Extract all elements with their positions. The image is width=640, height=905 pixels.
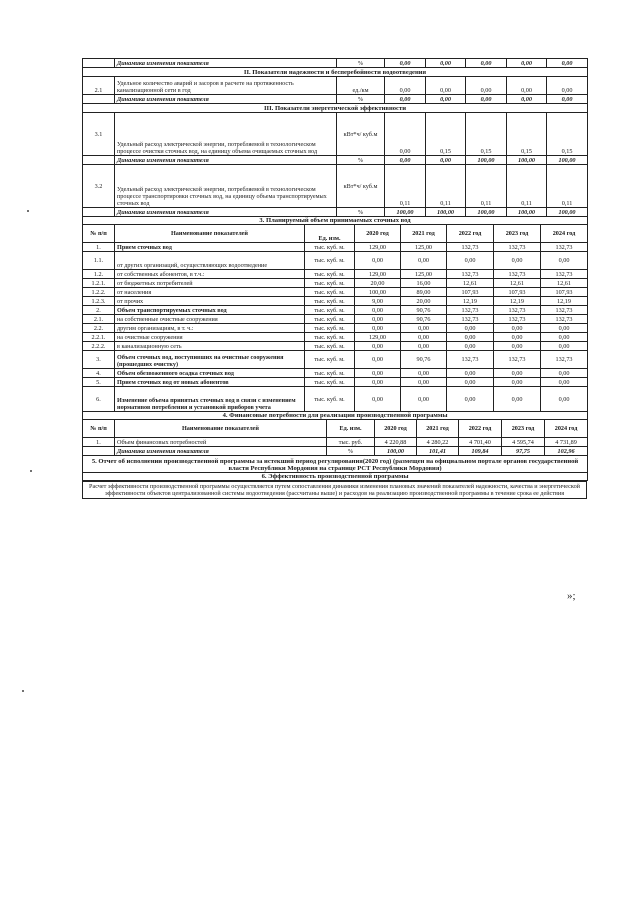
- row-number: 1.2.1.: [83, 279, 115, 288]
- table-row: [83, 279, 588, 288]
- row-number: 1.1.: [83, 252, 115, 270]
- row-value: 132,73: [447, 270, 494, 279]
- indicators-table: [82, 58, 588, 217]
- section-heading: 4. Финансовые потребности для реализации производственной программы: [83, 412, 588, 420]
- section-heading: 6. Эффективность производственной программы: [83, 473, 588, 481]
- row-value: 0,00: [401, 333, 447, 342]
- row-label: на собственные очистные сооружения: [115, 315, 305, 324]
- table-row: [83, 342, 588, 351]
- row-value: 0,00: [355, 342, 401, 351]
- dynamics-row: Динамика изменения показателя % 100,00 101,41 109,84 97,75 102,96: [83, 447, 588, 456]
- row-value: 0,00: [541, 378, 588, 387]
- row-value: 9,00: [355, 297, 401, 306]
- row-unit: тыс. куб. м.: [305, 279, 355, 288]
- table-row: 3.1 Удельный расход электрической энергии, потребляемой в технологическом процессе очистки сточных вод, на единицу объема очищаемых сточных вод кВт*ч/ куб.м 0,00 0,15 0,15 0,15 0,15: [83, 113, 588, 156]
- row-value: 129,00: [355, 243, 401, 252]
- row-value: 0,00: [355, 315, 401, 324]
- row-value: 89,00: [401, 288, 447, 297]
- row-label: Прием сточных вод: [115, 243, 305, 252]
- row-number: 5.: [83, 378, 115, 387]
- row-value: 132,73: [541, 243, 588, 252]
- row-value: 0,00: [447, 324, 494, 333]
- table-row: [83, 324, 588, 333]
- row-value: 0,00: [355, 351, 401, 369]
- row-value: 0,00: [447, 369, 494, 378]
- row-label: другим организациям, в т. ч.:: [115, 324, 305, 333]
- row-value: 129,00: [355, 333, 401, 342]
- row-unit: тыс. куб. м.: [305, 288, 355, 297]
- table-row: [83, 333, 588, 342]
- row-number: 4.: [83, 369, 115, 378]
- table-row: [83, 288, 588, 297]
- row-value: 0,00: [494, 324, 541, 333]
- row-value: 132,73: [447, 315, 494, 324]
- row-value: 0,00: [494, 342, 541, 351]
- row-value: 0,00: [494, 252, 541, 270]
- row-value: 0,00: [447, 333, 494, 342]
- row-value: 125,00: [401, 270, 447, 279]
- row-value: 107,93: [541, 288, 588, 297]
- row-value: 129,00: [355, 270, 401, 279]
- table-header: № п/п Наименование показателей Ед. изм. 2020 год 2021 год 2022 год 2023 год 2024 год: [83, 225, 588, 243]
- row-value: 0,00: [541, 369, 588, 378]
- row-value: 132,73: [494, 351, 541, 369]
- row-label: Объем транспортируемых сточных вод: [115, 306, 305, 315]
- row-unit: тыс. куб. м.: [305, 324, 355, 333]
- row-number: 3.: [83, 351, 115, 369]
- table-row: 1. Объем финансовых потребностей тыс. руб. 4 220,88 4 280,22 4 701,40 4 595,74 4 731,89: [83, 438, 588, 447]
- row-number: 2.1.: [83, 315, 115, 324]
- row-number: 1.2.3.: [83, 297, 115, 306]
- row-label: Изменение объема принятых сточных вод в связи с изменением нормативов потребления и установкой приборов учета: [115, 387, 305, 412]
- document-sheet: [82, 58, 587, 499]
- row-number: 2.2.1.: [83, 333, 115, 342]
- row-value: 132,73: [541, 270, 588, 279]
- row-label: от прочих: [115, 297, 305, 306]
- table-row: [83, 369, 588, 378]
- table-row: [83, 270, 588, 279]
- row-value: 132,73: [447, 306, 494, 315]
- row-unit: тыс. куб. м.: [305, 252, 355, 270]
- table-row: [83, 297, 588, 306]
- row-value: 0,00: [541, 342, 588, 351]
- scan-speck: [30, 470, 32, 472]
- row-value: 0,00: [494, 387, 541, 412]
- row-unit: тыс. куб. м.: [305, 297, 355, 306]
- table-row: 2.1 Удельное количество аварий и засоров в расчете на протяженность канализационной сети в год ед./км 0,00 0,00 0,00 0,00 0,00: [83, 77, 588, 95]
- row-value: 132,73: [541, 306, 588, 315]
- efficiency-text: Расчет эффективности производственной программы осуществляется путем сопоставления динамики изменения плановых значений показателей надежности, качества и энергетической эффективности объектов централизованной системы водоотведения (рассчитаны выше) и расходов на реализацию производственной программы в течение срока ее действия: [82, 481, 587, 499]
- row-value: 0,00: [541, 333, 588, 342]
- row-number: 2.2.2.: [83, 342, 115, 351]
- row-unit: тыс. куб. м.: [305, 378, 355, 387]
- row-value: 20,00: [355, 279, 401, 288]
- row-label: Объем обезвоженного осадка сточных вод: [115, 369, 305, 378]
- table-row: [83, 243, 588, 252]
- row-value: 12,61: [541, 279, 588, 288]
- row-value: 20,00: [401, 297, 447, 306]
- table-header: № п/п Наименование показателей Ед. изм. 2020 год 2021 год 2022 год 2023 год 2024 год: [83, 420, 588, 438]
- row-value: 0,00: [494, 378, 541, 387]
- section-heading: II. Показатели надежности и бесперебойности водоотведения: [83, 68, 588, 77]
- row-value: 100,00: [355, 288, 401, 297]
- row-label: Прием сточных вод от новых абонентов: [115, 378, 305, 387]
- row-unit: тыс. куб. м.: [305, 333, 355, 342]
- finance-table: [82, 411, 588, 481]
- row-label: от населения: [115, 288, 305, 297]
- row-value: 132,73: [494, 306, 541, 315]
- row-value: 12,19: [447, 297, 494, 306]
- row-number: 1.2.2.: [83, 288, 115, 297]
- row-value: 12,19: [494, 297, 541, 306]
- row-value: 132,73: [494, 270, 541, 279]
- row-value: 132,73: [494, 315, 541, 324]
- row-value: 0,00: [541, 324, 588, 333]
- row-value: 0,00: [494, 333, 541, 342]
- table-row: [83, 378, 588, 387]
- dynamics-row: Динамика изменения показателя % 0,00 0,00 0,00 0,00 0,00: [83, 59, 588, 68]
- row-value: 16,00: [401, 279, 447, 288]
- row-label: на очистные сооружения: [115, 333, 305, 342]
- row-label: от собственных абонентов, в т.ч.:: [115, 270, 305, 279]
- row-unit: тыс. куб. м.: [305, 342, 355, 351]
- row-label: Объем сточных вод, поступивших на очистные сооружения (прошедших очистку): [115, 351, 305, 369]
- row-value: 0,00: [401, 252, 447, 270]
- dynamics-row: Динамика изменения показателя % 0,00 0,00 100,00 100,00 100,00: [83, 156, 588, 165]
- row-value: 90,76: [401, 306, 447, 315]
- row-number: 1.2.: [83, 270, 115, 279]
- scan-speck: [22, 690, 24, 692]
- row-value: 12,19: [541, 297, 588, 306]
- row-value: 0,00: [541, 387, 588, 412]
- row-unit: тыс. куб. м.: [305, 243, 355, 252]
- table-row: [83, 351, 588, 369]
- row-value: 0,00: [447, 378, 494, 387]
- table-row: [83, 387, 588, 412]
- row-value: 132,73: [541, 351, 588, 369]
- row-value: 0,00: [355, 252, 401, 270]
- row-value: 107,93: [494, 288, 541, 297]
- row-unit: тыс. куб. м.: [305, 315, 355, 324]
- scan-speck: [27, 210, 29, 212]
- row-number: 1.: [83, 243, 115, 252]
- row-value: 0,00: [401, 378, 447, 387]
- row-label: в канализационную сеть: [115, 342, 305, 351]
- row-number: 2.: [83, 306, 115, 315]
- row-label: от других организаций, осуществляющих водоотведение: [115, 252, 305, 270]
- dynamics-row: Динамика изменения показателя % 100,00 100,00 100,00 100,00 100,00: [83, 208, 588, 217]
- row-value: 90,76: [401, 315, 447, 324]
- row-value: 0,00: [355, 387, 401, 412]
- row-value: 0,00: [447, 252, 494, 270]
- dynamics-row: Динамика изменения показателя % 0,00 0,00 0,00 0,00 0,00: [83, 95, 588, 104]
- row-value: 0,00: [401, 387, 447, 412]
- row-value: 107,93: [447, 288, 494, 297]
- row-value: 0,00: [401, 324, 447, 333]
- row-label: от бюджетных потребителей: [115, 279, 305, 288]
- table-row: 3.2 Удельный расход электрической энергии, потребляемой в технологическом процессе транспортировки сточных вод, на единицу объема транспортируемых сточных вод кВт*ч/ куб.м 0,11 0,11 0,11 0,11 0,11: [83, 165, 588, 208]
- row-value: 0,00: [355, 324, 401, 333]
- row-value: 0,00: [401, 342, 447, 351]
- row-value: 0,00: [355, 306, 401, 315]
- row-unit: тыс. куб. м.: [305, 351, 355, 369]
- report-heading: 5. Отчет об исполнении производственной программы за истекший период регулирования(2020 год) (размещен на официальном портале органов государственной власти Республики Мордовия на странице РСТ Республики Мордовия): [83, 456, 588, 473]
- row-value: 90,76: [401, 351, 447, 369]
- row-number: 2.2.: [83, 324, 115, 333]
- row-unit: тыс. куб. м.: [305, 369, 355, 378]
- section-heading: 3. Планируемый объем принимаемых сточных вод: [83, 217, 588, 225]
- row-value: 0,00: [355, 369, 401, 378]
- table-row: [83, 315, 588, 324]
- table-row: [83, 252, 588, 270]
- row-value: 12,61: [447, 279, 494, 288]
- closing-quote: »;: [567, 590, 576, 602]
- volume-table: [82, 216, 588, 412]
- row-value: 0,00: [355, 378, 401, 387]
- row-value: 12,61: [494, 279, 541, 288]
- row-value: 132,73: [541, 315, 588, 324]
- row-value: 0,00: [447, 342, 494, 351]
- row-number: 6.: [83, 387, 115, 412]
- row-value: 132,73: [447, 351, 494, 369]
- row-unit: тыс. куб. м.: [305, 270, 355, 279]
- table-row: [83, 306, 588, 315]
- row-unit: тыс. куб. м.: [305, 387, 355, 412]
- row-value: 0,00: [541, 252, 588, 270]
- row-value: 132,73: [494, 243, 541, 252]
- section-heading: III. Показатели энергетической эффективности: [83, 104, 588, 113]
- row-value: 125,00: [401, 243, 447, 252]
- row-value: 0,00: [447, 387, 494, 412]
- row-value: 0,00: [401, 369, 447, 378]
- row-unit: тыс. куб. м.: [305, 306, 355, 315]
- row-value: 0,00: [494, 369, 541, 378]
- row-value: 132,73: [447, 243, 494, 252]
